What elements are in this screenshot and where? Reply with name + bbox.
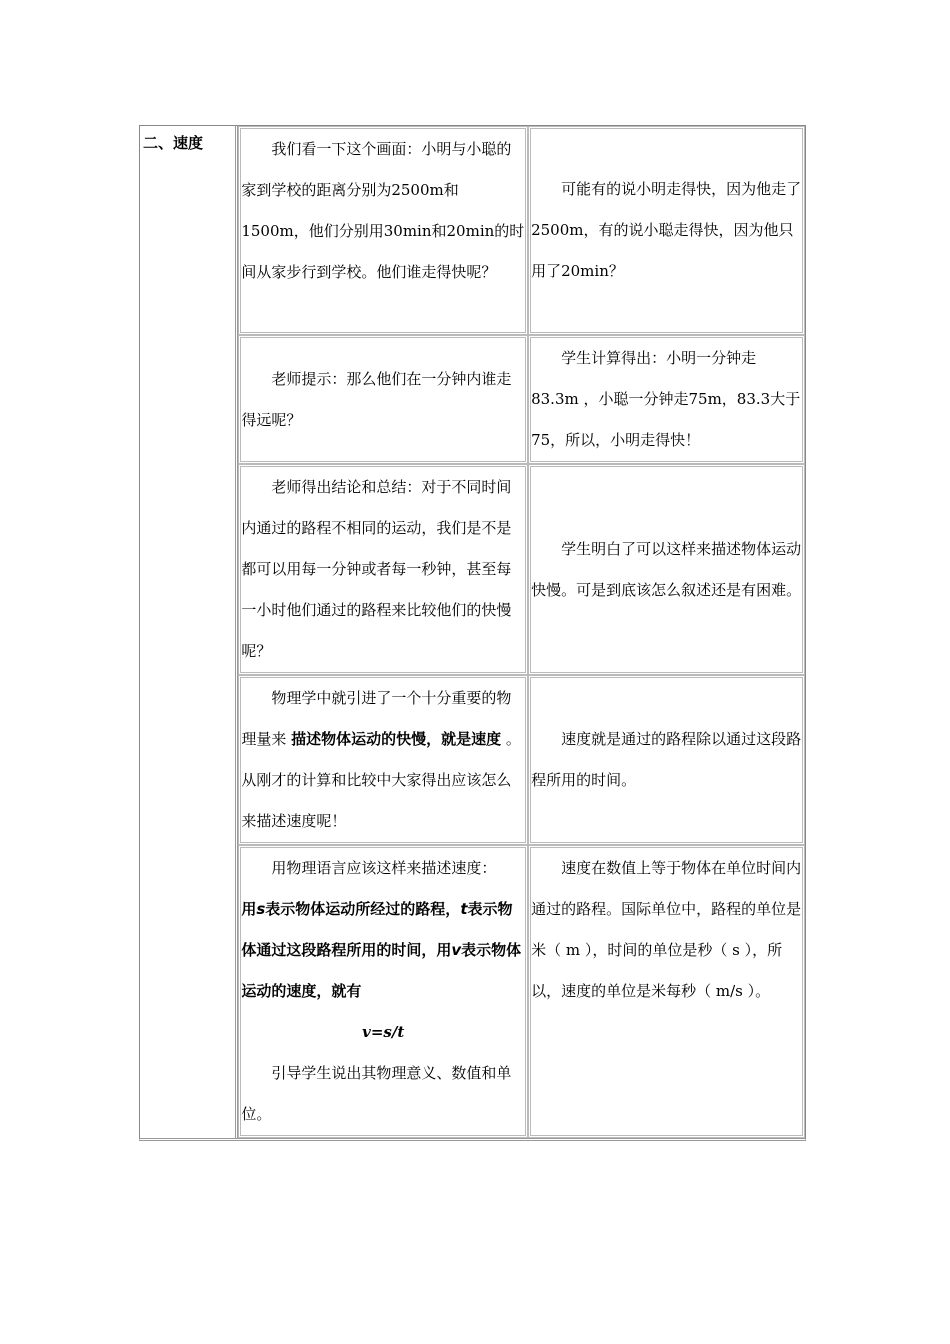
teacher-cell-4 — [238, 675, 528, 845]
teacher-intro: 用物理语言应该这样来描述速度： — [271, 859, 497, 877]
teacher-cell-1 — [238, 126, 528, 335]
symbol-t: t — [460, 900, 468, 918]
student-text: 学生明白了可以这样来描述物体运动快慢。可是到底该怎么叙述还是有困难。 — [531, 539, 802, 599]
teacher-text: 我们看一下这个画面：小明与小聪的家到学校的距离分别为2500m和1500m，他们分别用30min和20min的时间从家步行到学校。他们谁走得快呢？ — [241, 140, 525, 281]
teacher-text: 老师提示：那么他们在一分钟内谁走得远呢？ — [241, 369, 512, 429]
student-cell-1 — [528, 126, 805, 335]
section-title: 二、速度 — [140, 126, 238, 1138]
teacher-text — [241, 678, 525, 842]
teacher-text: 老师得出结论和总结：对于不同时间内通过的路程不相同的运动，我们是不是都可以用每一分钟或者每一秒钟，甚至每一小时他们通过的路程来比较他们的快慢呢？ — [241, 478, 512, 660]
student-cell-3 — [528, 464, 805, 675]
key-concept: 描述物体运动的快慢，就是速度 — [291, 730, 502, 748]
lesson-table — [139, 125, 806, 1141]
student-text: 速度就是通过的路程除以通过这段路程所用的时间。 — [531, 730, 802, 789]
student-text: 学生计算得出：小明一分钟走83.3m ，小聪一分钟走75m，83.3大于75，所以，小明走得快！ — [531, 349, 801, 449]
student-text: 可能有的说小明走得快，因为他走了2500m，有的说小聪走得快，因为他只用了20min？ — [531, 180, 802, 280]
student-cell-2 — [528, 335, 805, 464]
text-part: 。从刚才的计算和比较中大家得出应该怎么来描述速度呢！ — [241, 730, 521, 830]
teacher-guide: 引导学生说出其物理意义、数值和单位。 — [241, 1064, 512, 1123]
student-text: 速度在数值上等于物体在单位时间内通过的路程。国际单位中，路程的单位是米（ m ），时间的单位是秒（ s ），所以，速度的单位是米每秒（ m/s ）。 — [531, 859, 802, 1000]
student-cell-5 — [528, 845, 805, 1138]
speed-definition: 用s表示物体运动所经过的路程，t表示物体通过这段路程所用的时间，用v表示物体运动的速度，就有 — [241, 900, 522, 1000]
text-part: 物理学中就引进了一个十分重要的物理量来 — [241, 689, 512, 748]
teacher-cell-5 — [238, 845, 528, 1138]
symbol-s: s — [256, 900, 266, 918]
student-cell-4 — [528, 675, 805, 845]
teacher-cell-3 — [238, 464, 528, 675]
speed-formula: v=s/t — [362, 1023, 405, 1041]
symbol-v: v — [451, 941, 462, 959]
teacher-cell-2 — [238, 335, 528, 464]
